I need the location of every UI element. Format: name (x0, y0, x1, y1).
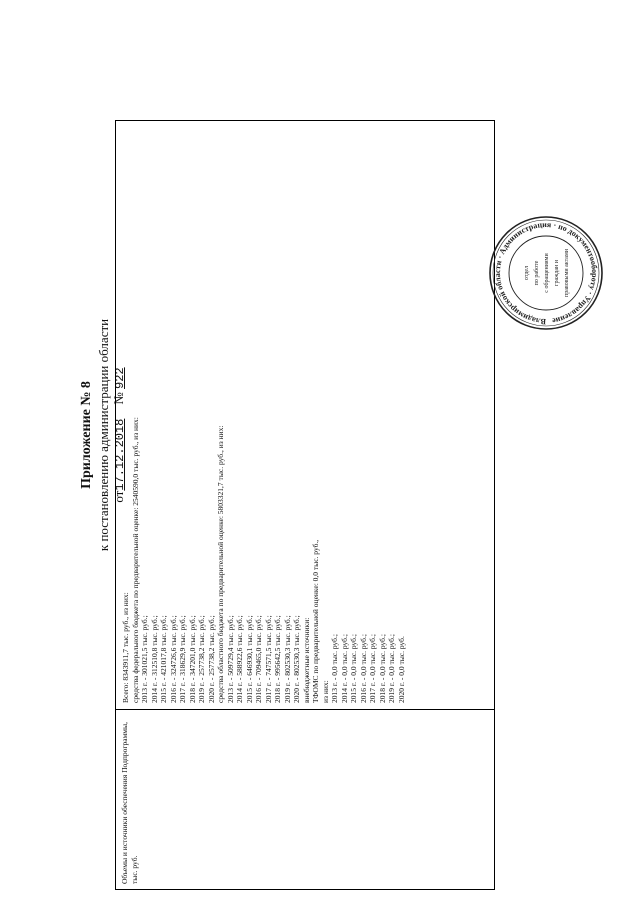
table-line: 2020 г. - 802530,3 тыс. руб.; (292, 615, 301, 703)
table-label-cell: Объемы и источники обеспечения Подпрограммы, тыс. руб. (116, 709, 494, 889)
rotated-document (80, 135, 600, 895)
table-line: 2020 г. - 0,0 тыс. руб. (396, 636, 406, 703)
table-value-cell (116, 121, 494, 709)
table-line: из них: (320, 680, 330, 703)
table-line: 2016 г. - 709465,0 тыс. руб.; (254, 615, 263, 703)
table-line: 2014 г. - 312510,8 тыс. руб.; (149, 615, 159, 703)
table-line: 2017 г. - 747571,5 тыс. руб.; (263, 615, 273, 703)
table-line: 2019 г. - 0,0 тыс. руб.; (387, 634, 396, 703)
table-line: 2019 г. - 257738,2 тыс. руб.; (197, 615, 206, 703)
table-line: средства областного бюджета по предварительной оценке: 5803321,7 тыс. руб., из них: (216, 425, 225, 703)
appendix-title: Приложение № 8 (79, 381, 94, 489)
table-line: 2020 г. - 257738,2 тыс. руб.; (206, 615, 216, 703)
stamp-inner-line: отдел (524, 265, 530, 281)
stamp-inner-line: правовыми актами (564, 249, 570, 297)
table-line: 2014 г. - 588922,6 тыс. руб.; (235, 615, 244, 703)
table-line: 2013 г. - 0,0 тыс. руб.; (330, 634, 339, 703)
date-prefix: от (111, 490, 126, 503)
table-line: 2013 г. - 301021,5 тыс. руб.; (140, 615, 149, 703)
table-line: 2015 г. - 0,0 тыс. руб.; (349, 634, 358, 703)
funding-table (115, 120, 495, 890)
stamp-inner-line: граждан и (554, 260, 560, 286)
official-stamp (486, 213, 606, 333)
table-line: внебюджетные источники: (301, 617, 311, 703)
table-line: средства федерального бюджета по предварительной оценке: 2540590,0 тыс. руб., из них: (130, 417, 140, 703)
table-line: Всего: 8343911,7 тыс. руб., из них: (121, 592, 130, 703)
table-line: 2015 г. - 421017,8 тыс. руб.; (159, 615, 168, 703)
stamp-ring-text: Владимирской области · Администрация · по документообороту · Управление (492, 219, 600, 327)
number-prefix: № (111, 392, 126, 405)
table-line: 2015 г. - 646930,1 тыс. руб.; (244, 615, 254, 703)
offbudget-block (311, 540, 406, 703)
table-line: 2017 г. - 318629,9 тыс. руб.; (178, 615, 187, 703)
table-line: 2016 г. - 0,0 тыс. руб.; (358, 634, 368, 703)
table-line: 2018 г. - 0,0 тыс. руб.; (377, 634, 387, 703)
table-line: 2018 г. - 995642,5 тыс. руб.; (273, 615, 282, 703)
stamp-inner-line: по работе (534, 260, 540, 286)
table-line: 2019 г. - 802530,3 тыс. руб.; (282, 615, 292, 703)
appendix-subtitle: к постановлению администрации области (96, 318, 111, 552)
decree-number: 922 (113, 367, 127, 389)
table-line: 2014 г. - 0,0 тыс. руб.; (339, 634, 349, 703)
decree-date: 17.12.2018 (113, 418, 127, 491)
federal-budget-block (121, 417, 216, 703)
regional-budget-block (216, 426, 311, 703)
table-line: 2013 г. - 509729,4 тыс. руб.; (225, 615, 235, 703)
table-line: ТФОМС по предварительной оценке: 0,0 тыс. руб., (311, 539, 320, 703)
table-line: 2018 г. - 347201,0 тыс. руб.; (187, 615, 197, 703)
stamp-inner-line: с обращениями (544, 253, 550, 293)
table-line: 2016 г. - 324726,6 тыс. руб.; (168, 615, 178, 703)
table-line: 2017 г. - 0,0 тыс. руб.; (368, 634, 377, 703)
